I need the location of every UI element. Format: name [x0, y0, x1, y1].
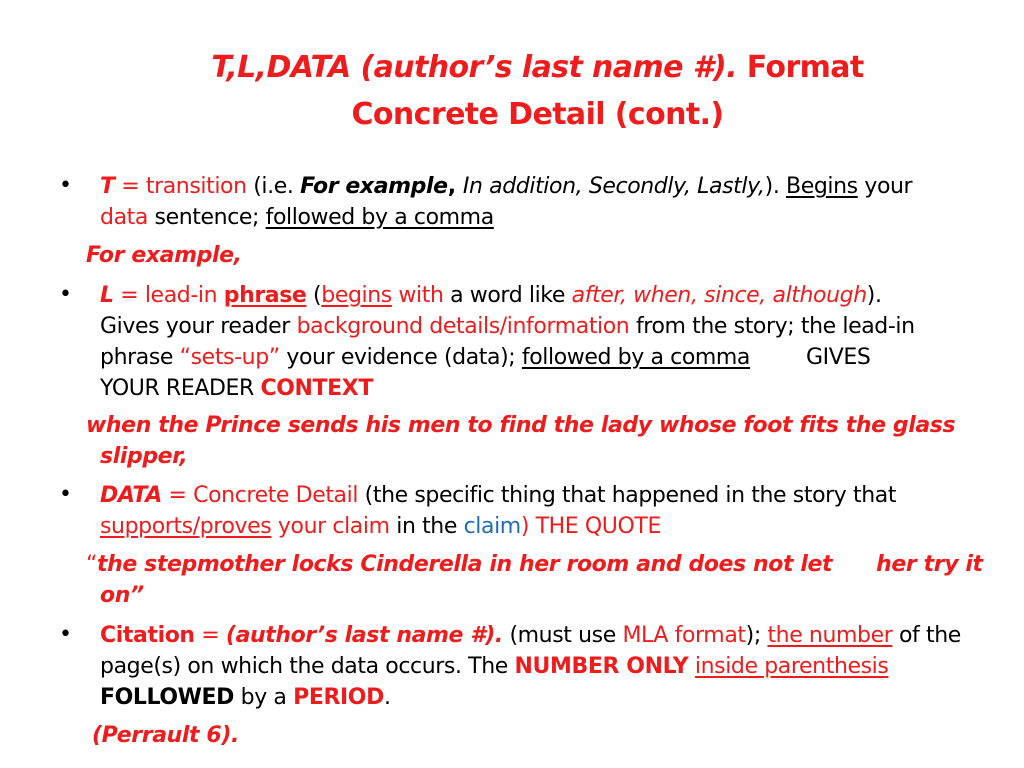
d-inthe: in the [389, 514, 464, 539]
title-line-2: Concrete Detail (cont.) [351, 97, 724, 132]
t-data: data [100, 205, 148, 230]
l-followed: followed by a comma [521, 345, 751, 370]
c-inside: inside parenthesis [694, 654, 889, 679]
t-followed: followed by a comma [265, 205, 494, 230]
bullet-l: • [59, 282, 72, 307]
c-followed: FOLLOWED [100, 685, 235, 710]
c-mla: MLA format [622, 623, 746, 648]
d-example-text-b: her try it [876, 552, 983, 577]
t-comma: , [447, 174, 463, 199]
t-ex1: For example [300, 174, 448, 199]
t-your: your [857, 174, 913, 199]
d-claim: claim [463, 514, 521, 539]
l-begins: begins [321, 283, 392, 308]
c-numonly: NUMBER ONLY [514, 654, 689, 679]
l-example-line-1: when the Prince sends his men to find the lady whose foot fits the glass [86, 413, 956, 438]
c-pages: page(s) on which the data occurs. The [100, 654, 515, 679]
c-period: PERIOD [293, 685, 384, 710]
d-quote: ) THE QUOTE [520, 514, 661, 539]
d-specific: (the specific thing that happened in the story that [358, 483, 897, 508]
c-citation: Citation [100, 623, 195, 648]
t-sentence: sentence; [147, 205, 266, 230]
l-phrase: phrase [223, 283, 307, 308]
d-letter: DATA [100, 483, 162, 508]
item-data [100, 480, 1000, 542]
d-example-line-2: on” [100, 583, 144, 608]
title-format: Format [746, 50, 864, 85]
d-example-text: the stepmother locks Cinderella in her room and does not let [97, 552, 833, 577]
l-aword: a word like [443, 283, 572, 308]
bullet-t: • [59, 173, 72, 198]
t-paren-open: (i.e. [246, 174, 301, 199]
l-close: ). [866, 283, 882, 308]
t-ex3-sep: , [575, 174, 589, 199]
l-letter: L [100, 283, 114, 308]
title-formula: T,L,DATA (author’s last name #). [211, 50, 737, 85]
l-gives2: GIVES [806, 345, 871, 370]
c-space [688, 654, 695, 679]
t-example: For example, [86, 243, 242, 268]
bullet-citation: • [59, 622, 72, 647]
c-example: (Perrault 6). [92, 723, 239, 748]
c-author: (author’s last name #). [225, 623, 503, 648]
l-phrase2: phrase [100, 345, 180, 370]
c-ofthe: of the [892, 623, 961, 648]
l-with: with [391, 283, 444, 308]
l-setsup: “sets-up” [179, 345, 280, 370]
l-open: ( [306, 283, 322, 308]
l-evidence: your evidence (data); [279, 345, 522, 370]
l-words: after, when, since, although [571, 283, 867, 308]
title-line-1 [150, 44, 925, 91]
item-lead-in [100, 280, 1000, 404]
c-close: ); [745, 623, 768, 648]
t-ex3: Secondly, Lastly, [588, 174, 765, 199]
slide-title [150, 44, 925, 138]
c-eq: = [194, 623, 226, 648]
l-gives1: Gives your reader [100, 314, 297, 339]
l-example-line-2: slipper, [100, 444, 188, 469]
l-context: CONTEXT [260, 376, 373, 401]
l-background: background details/information [296, 314, 630, 339]
d-example-line-1 [86, 549, 983, 580]
c-number: the number [767, 623, 893, 648]
c-bya: by a [234, 685, 294, 710]
bullet-data: • [59, 482, 72, 507]
d-yourclaim: your claim [271, 514, 390, 539]
l-from: from the story; the lead-in [629, 314, 915, 339]
c-dot: . [383, 685, 391, 710]
l-eq: = lead-in [113, 283, 224, 308]
t-ex2: In addition [462, 174, 576, 199]
item-citation [100, 620, 1000, 713]
t-eq: = [114, 174, 146, 199]
d-supports: supports/proves [100, 514, 272, 539]
t-begins: Begins [786, 174, 858, 199]
d-example-open: “ [86, 552, 97, 577]
d-eq: = Concrete Detail [161, 483, 359, 508]
l-yourreader: YOUR READER [100, 376, 261, 401]
t-paren-close: ). [764, 174, 787, 199]
t-word: transition [145, 174, 247, 199]
item-transition [100, 171, 1000, 233]
c-must: (must use [502, 623, 623, 648]
t-letter: T [100, 174, 115, 199]
